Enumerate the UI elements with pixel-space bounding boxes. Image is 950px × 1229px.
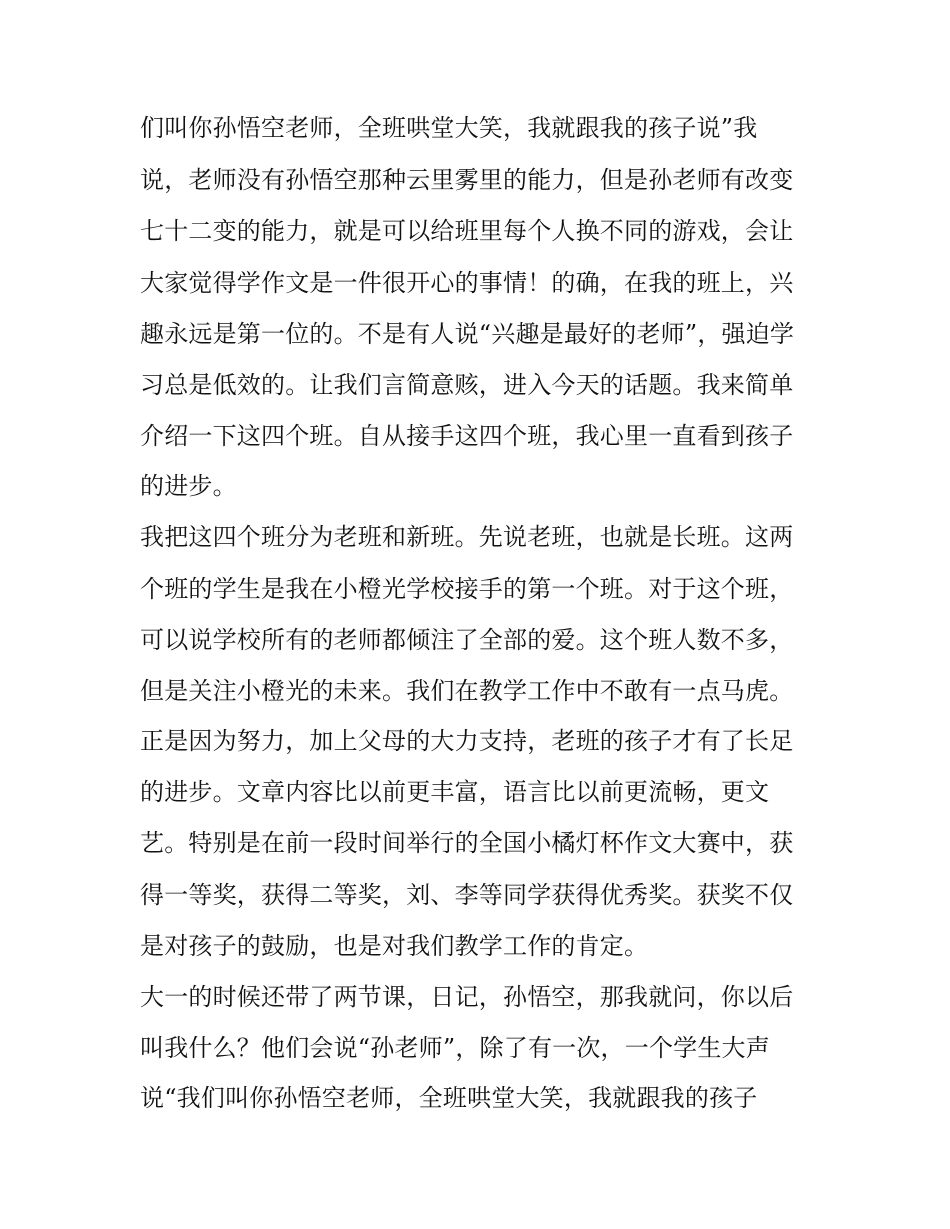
text-line: 介绍一下这四个班。自从接手这四个班，我心里一直看到孩子: [140, 422, 794, 450]
text-line: 艺。特别是在前一段时间举行的全国小橘灯杯作文大赛中，获: [140, 829, 794, 857]
text-line: 我把这四个班分为老班和新班。先说老班，也就是长班。这两: [140, 523, 794, 551]
text-line: 们叫你孙悟空老师，全班哄堂大笑，我就跟我的孩子说”我: [140, 114, 758, 142]
text-line: 正是因为努力，加上父母的大力支持，老班的孩子才有了长足: [140, 727, 794, 755]
text-line: 七十二变的能力，就是可以给班里每个人换不同的游戏，会让: [140, 217, 794, 245]
text-line: 说“我们叫你孙悟空老师，全班哄堂大笑，我就跟我的孩子: [140, 1084, 758, 1112]
text-line: 的进步。: [140, 472, 237, 500]
text-line: 是对孩子的鼓励，也是对我们教学工作的肯定。: [140, 932, 649, 960]
text-line: 大家觉得学作文是一件很开心的事情！的确，在我的班上，兴: [140, 269, 794, 297]
text-line: 可以说学校所有的老师都倾注了全部的爱。这个班人数不多，: [140, 626, 794, 654]
text-line: 得一等奖，获得二等奖，刘、李等同学获得优秀奖。获奖不仅: [140, 881, 794, 909]
text-line: 大一的时候还带了两节课，日记，孙悟空，那我就问，你以后: [140, 983, 794, 1011]
text-line: 习总是低效的。让我们言简意赅，进入今天的话题。我来简单: [140, 371, 794, 399]
text-line: 的进步。文章内容比以前更丰富，语言比以前更流畅，更文: [140, 778, 770, 806]
text-line: 趣永远是第一位的。不是有人说“兴趣是最好的老师”，强迫学: [140, 320, 795, 348]
text-line: 说，老师没有孙悟空那种云里雾里的能力，但是孙老师有改变: [140, 166, 794, 194]
text-line: 叫我什么？他们会说“孙老师”，除了有一次，一个学生大声: [140, 1034, 770, 1062]
text-line: 但是关注小橙光的未来。我们在教学工作中不敢有一点马虎。: [140, 677, 794, 705]
text-line: 个班的学生是我在小橙光学校接手的第一个班。对于这个班，: [140, 575, 794, 603]
